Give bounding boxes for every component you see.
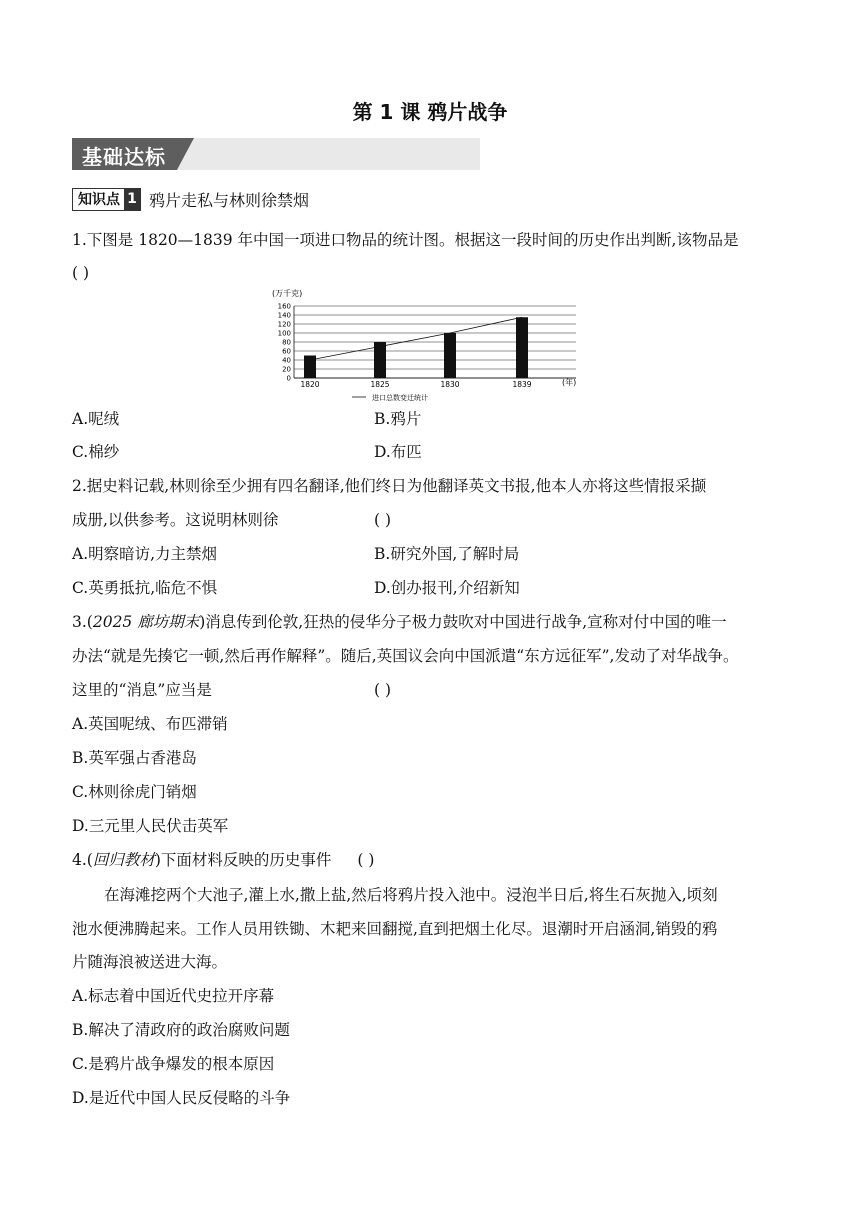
- q4-source: 回归教材: [92, 851, 155, 869]
- chart-y-tick-label: 40: [282, 356, 291, 365]
- q2-option-b: B.研究外国,了解时局: [374, 545, 520, 563]
- knowledge-point-badge: [72, 188, 141, 211]
- chart-bar: [516, 317, 528, 378]
- chart-y-tick-label: 60: [282, 347, 291, 356]
- knowledge-point-title: 鸦片走私与林则徐禁烟: [149, 190, 310, 210]
- chart-x-tick-label: 1830: [440, 380, 460, 389]
- q3-stem-line1: [72, 611, 727, 633]
- import-chart: [266, 284, 596, 404]
- q1-option-c: C.棉纱: [72, 443, 120, 461]
- section-label: 基础达标: [82, 145, 166, 169]
- q2-option-a: A.明察暗访,力主禁烟: [72, 545, 218, 563]
- q3-option-b: B.英军强占香港岛: [72, 749, 197, 767]
- q1-option-b: B.鸦片: [374, 410, 422, 428]
- q4-material-line2: 池水便沸腾起来。工作人员用铁锄、木耙来回翻搅,直到把烟土化尽。退潮时开启涵洞,销毁的鸦: [72, 920, 718, 938]
- q1-answer-paren: ( ): [72, 264, 90, 282]
- q3-option-d: D.三元里人民伏击英军: [72, 817, 229, 835]
- q3-prefix: 3.(: [72, 613, 93, 631]
- knowledge-point-header: [72, 186, 309, 212]
- q2-option-c: C.英勇抵抗,临危不惧: [72, 579, 218, 597]
- q3-option-c: C.林则徐虎门销烟: [72, 783, 197, 801]
- chart-y-tick-label: 0: [286, 374, 291, 383]
- chart-bar: [444, 333, 456, 378]
- chart-y-tick-label: 100: [277, 329, 291, 338]
- q2-stem-line1: 2.据史料记载,林则徐至少拥有四名翻译,他们终日为他翻译英文书报,他本人亦将这些情报采撷: [72, 477, 707, 495]
- q4-answer-paren: ( ): [357, 851, 375, 869]
- chart-x-tick-label: 1839: [512, 380, 532, 389]
- q4-option-d: D.是近代中国人民反侵略的斗争: [72, 1089, 291, 1107]
- q4-material-line1: 在海滩挖两个大池子,灌上水,撒上盐,然后将鸦片投入池中。浸泡半日后,将生石灰抛入,顷刻: [104, 886, 718, 904]
- q4-option-c: C.是鸦片战争爆发的根本原因: [72, 1055, 275, 1073]
- q4-material-line3: 片随海浪被送进大海。: [72, 953, 228, 971]
- chart-grid: [294, 306, 576, 378]
- chart-trend-line: [310, 317, 522, 360]
- chart-y-tick-label: 80: [282, 338, 291, 347]
- knowledge-point-tag: 知识点: [78, 192, 120, 208]
- chart-y-tick-label: 160: [277, 302, 291, 311]
- knowledge-point-number: 1: [124, 189, 140, 210]
- q3-stem-line2: 办法“就是先揍它一顿,然后再作解释”。随后,英国议会向中国派遣“东方远征军”,发动了对华战争。: [72, 647, 739, 665]
- q2-option-d: D.创办报刊,介绍新知: [374, 579, 520, 597]
- section-header: [72, 138, 480, 170]
- q3-stem-line1-rest: )消息传到伦敦,狂热的侵华分子极力鼓吹对中国进行战争,宣称对付中国的唯一: [199, 613, 727, 631]
- q3-option-a: A.英国呢绒、布匹滞销: [72, 715, 228, 733]
- q4-stem-line1-rest: )下面材料反映的历史事件: [154, 851, 332, 869]
- q4-option-a: A.标志着中国近代史拉开序幕: [72, 987, 275, 1005]
- q4-stem-line1: [72, 849, 374, 871]
- chart-y-label: (万千克): [272, 289, 303, 298]
- chart-x-tick-label: 1820: [300, 380, 320, 389]
- q3-stem-line3: 这里的“消息”应当是: [72, 681, 212, 699]
- q3-answer-paren: ( ): [374, 681, 392, 699]
- q1-stem-line1: 1.下图是 1820—1839 年中国一项进口物品的统计图。根据这一段时间的历史作出判断,该物品是: [72, 231, 739, 249]
- chart-x-tick-label: 1825: [370, 380, 390, 389]
- q4-prefix: 4.(: [72, 851, 93, 869]
- page-title: 第 1 课 鸦片战争: [352, 100, 508, 124]
- chart-y-tick-label: 20: [282, 365, 291, 374]
- q2-stem-line2: 成册,以供参考。这说明林则徐: [72, 511, 279, 529]
- q2-answer-paren: ( ): [374, 511, 392, 529]
- q3-source: 2025 廊坊期末: [92, 613, 200, 631]
- q1-option-a: A.呢绒: [72, 410, 120, 428]
- chart-legend-label: 进口总数变迁统计: [372, 394, 428, 402]
- q4-option-b: B.解决了清政府的政治腐败问题: [72, 1021, 290, 1039]
- chart-x-label: (年): [562, 378, 577, 387]
- q1-option-d: D.布匹: [374, 443, 422, 461]
- chart-y-tick-label: 120: [277, 320, 291, 329]
- chart-y-tick-label: 140: [277, 311, 291, 320]
